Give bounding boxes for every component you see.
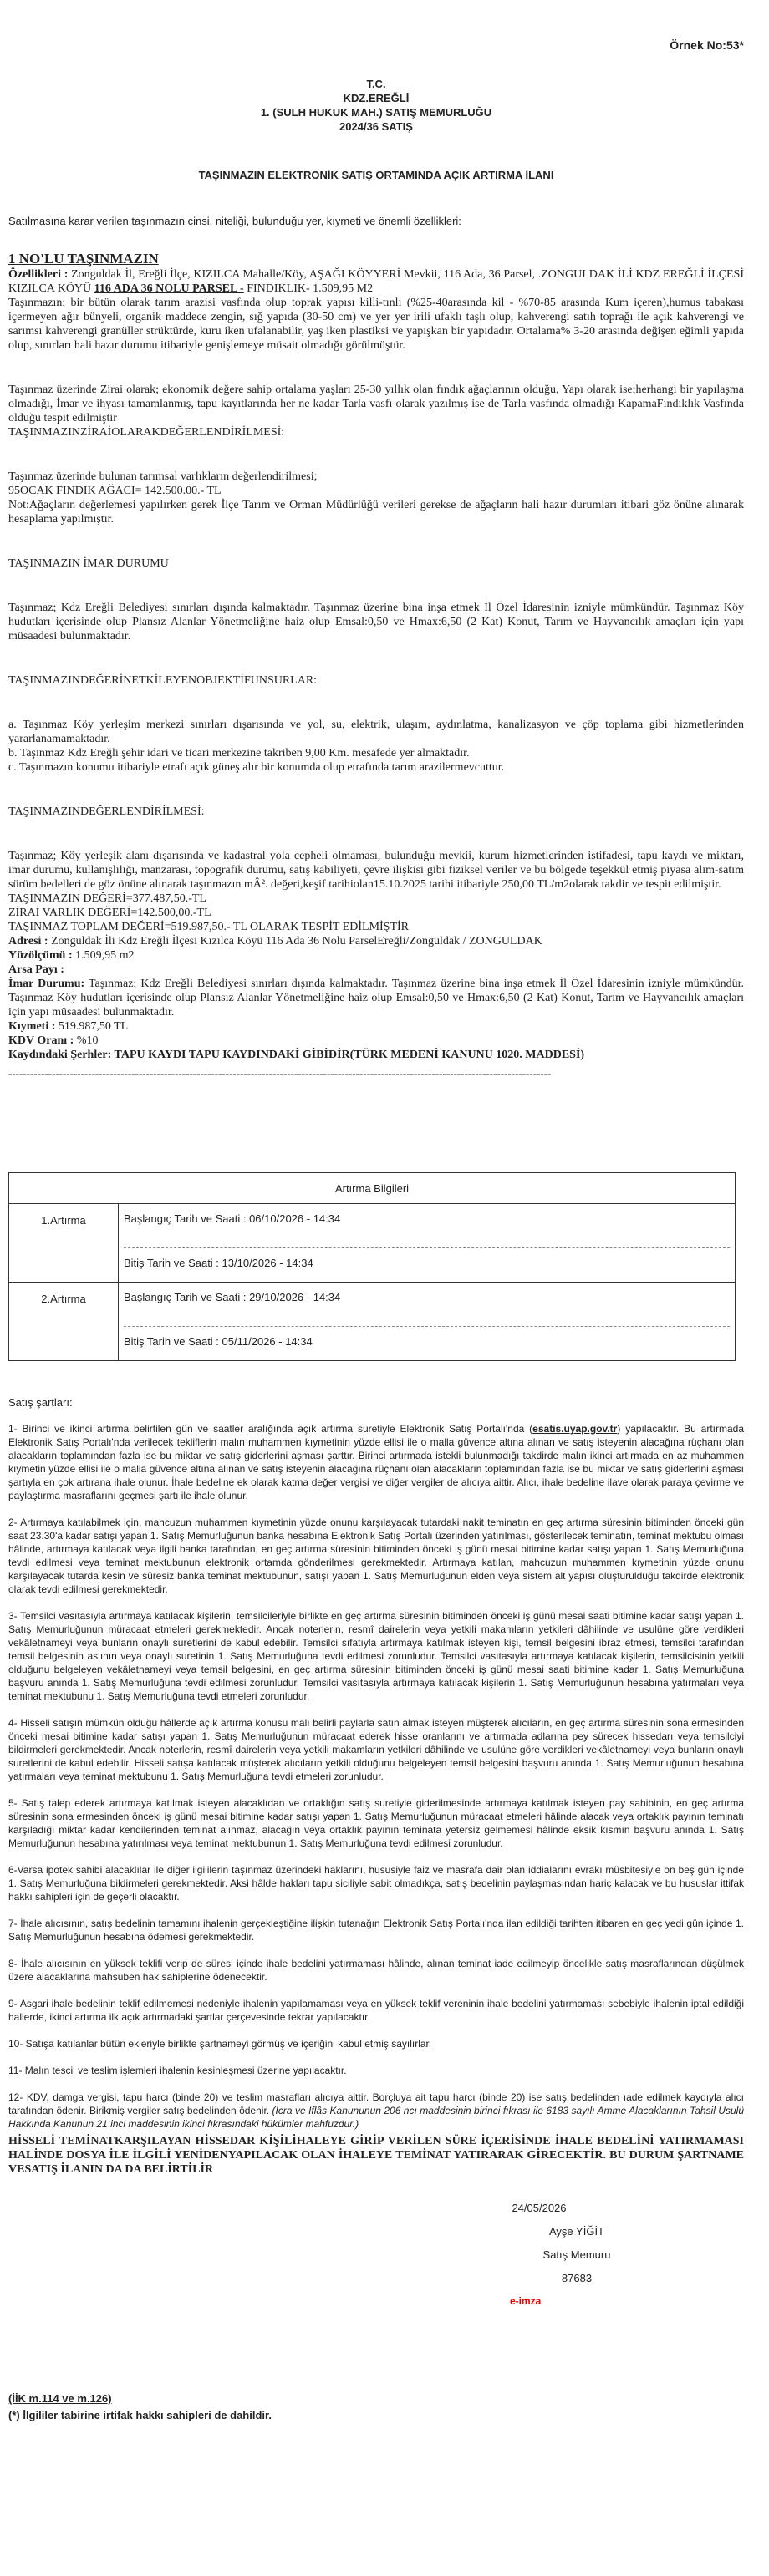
term-1-post: ) yapılacaktır. Bu artırmada Elektronik Satış Portalı'nda verilecek tekliflerin malın muhammen kıymetinin yüzde ellisi ile o malla güvence altına alınan ve satış isteyenin alacağına rüçhanı olan alacakların toplamından fazla ise bu miktar ve satış giderlerini aşması şarttır. Birinci artırmada istekli bulunmadığı takdirde malın ikinci artırmada en az muhammen kıymetin yüzde ellisi ile o malla güvence altına alınan ve satış isteyenin alacağına rüçhanı olan alacakların toplamından fazla ise bu miktar ve satış giderlerini aşması şartıyla en çok artırana ihale olunur. İhale bedeline ek olarak katma değer vergisi ve diğer vergiler de alıcıya aittir. Alıcı, ihale bedeline ilave olarak paraya çevirme ve paylaştırma masraflarını geçmesi şartı ile ihale olunur. — [8, 1423, 745, 1501]
term-12 — [8, 2091, 744, 2131]
header-line-4: 2024/36 SATIŞ — [339, 120, 413, 133]
vat-label: KDV Oranı : — [8, 1034, 74, 1047]
header-line-3: 1. (SULH HUKUK MAH.) SATIŞ MEMURLUĞU — [260, 106, 492, 119]
law-reference: (İİK m.114 ve m.126) — [8, 2392, 112, 2405]
factor-a: a. Taşınmaz Köy yerleşim merkezi sınırları dışarısında ve yol, su, elektrik, ulaşım, aydınlatma, kanalizasyon ve çöp toplama gibi hizmetlerinden yararlanamamaktadır. — [8, 719, 744, 745]
zoning-status-value: Taşınmaz; Kdz Ereğli Belediyesi sınırları dışında kalmaktadır. Taşınmaz üzerine bina inşa etmek İl Özel İdaresinin izniyle mümkündür. Taşınmaz Köy hudutları içerisinde olup Plansız Alanlar Yönetmeliğine haiz olup Emsal:0,50 ve Hmax:6,50 (2 Kat) Konut, Tarım ve Hayvancılık amaçları için yapı müsaadesi bulunmaktadır. — [8, 978, 745, 1019]
zoning-text: Taşınmaz; Kdz Ereğli Belediyesi sınırları dışında kalmaktadır. Taşınmaz üzerine bina inşa etmek İl Özel İdaresinin izniyle mümkündür. Taşınmaz Köy hudutları içerisinde olup Plansız Alanlar Yönetmeliğine haiz olup Emsal:0,50 ve Hmax:6,50 (2 Kat) Konut, Tarım ve Hayvancılık amaçları için yapı müsaadesi bulunmaktadır. — [8, 602, 744, 643]
auction-table — [8, 1172, 736, 1361]
area-row — [8, 948, 744, 963]
term-12-text: 12- KDV, damga vergisi, tapu harcı (binde 20) ve teslim masrafları alıcıya aittir. Borçluya ait tapu harcı (binde 20) ise satış bedelinden ıade edilmek kaydıyla alıcı tarafından ödenir. Birikmiş vergiler satış bedelinden ödenir. — [8, 2091, 744, 2116]
zoning-status-label: İmar Durumu: — [8, 978, 85, 990]
e-signature-label: e-imza — [510, 2295, 542, 2307]
round-label: 2.Artırma — [9, 1283, 119, 1361]
vat-value: %10 — [74, 1034, 99, 1047]
round-start — [124, 1291, 730, 1311]
header-line-1: T.C. — [366, 78, 386, 90]
factor-c: c. Taşınmazın konumu itibariyle etrafı açık güneş alır bir konumda olup etrafında tarım arazilermevcuttur. — [8, 761, 505, 774]
term-12-italic: (İcra ve İflâs Kanununun 206 ncı maddesinin birinci fıkrası ile 6183 sayılı Amme Alacaklarının Tahsil Usulü Hakkında Kanunun 21 inci maddesinin ikinci fıkrasındaki hükümler mahfuzdur.) — [8, 2105, 744, 2130]
term-7: 7- İhale alıcısının, satış bedelinin tamamını ihalenin gerçekleştiğine ilişkin tutanağın Elektronik Satış Portalı'nda ilan edildiği tarihten itibaren en geç yedi gün içinde 1. Satış Memurluğunun hesabına ödemesi gerekmektedir. — [8, 1918, 744, 1943]
value-label: Kıymeti : — [8, 1020, 56, 1033]
value-amount: 519.987,50 TL — [55, 1020, 129, 1033]
esatis-link[interactable]: esatis.uyap.gov.tr — [532, 1423, 618, 1435]
property-features — [8, 267, 744, 296]
signer-id: 87683 — [561, 2272, 593, 2284]
footer-note: (*) İlgililer tabirine irtifak hakkı sahipleri de dahildir. — [8, 2409, 272, 2421]
term-9: 9- Asgari ihale bedelinin teklif edilmemesi nedeniyle ihalenin yapılamaması veya en yüksek teklif vereninin ihale bedelini yatırmaması sebebiyle ihalenin iptal edildiği hallerde, ikinci artırma ilk açık artırmadaki şartlar çerçevesinde tekrar yapılacaktır. — [8, 1998, 744, 2023]
address-value: Zonguldak İli Kdz Ereğli İlçesi Kızılca Köyü 116 Ada 36 Nolu ParselEreğli/Zonguldak / ZONGULDAK — [48, 935, 542, 948]
restrictions-row — [8, 1048, 744, 1062]
term-6: 6-Varsa ipotek sahibi alacaklılar ile diğer ilgililerin taşınmaz üzerindeki haklarını, hususiyle faiz ve masrafa dair olan iddialarını evrakı müsbitesiyle on beş gün içinde 1. Satış Memurluğuna bildirmeleri gerekmektedir. Aksi hâlde hakları tapu siciliyle sabit olmadıkça, satış bedelinin paylaşmasından hariç kalacak ve bu hususlar ittifak hakkı sahipleri için de geçerli olacaktır. — [8, 1864, 744, 1903]
zoning-status-row — [8, 977, 744, 1019]
agri-description: Taşınmaz üzerinde Zirai olarak; ekonomik değere sahip ortalama yaşları 25-30 yıllık olan fındık ağaçlarının olduğu, Yapı olarak ise;herhangi bir yapılaşma olmadığı, İmar ve ihyası tamamlanmış, tapu kayıtlarında her ne kadar Tarla vasfı olarak yazılmış ise de Tarla vasfında olmadığı KapamaFındıklık Vasfında olduğu tespit edilmiştir — [8, 384, 744, 424]
area-value: 1.509,95 m2 — [72, 949, 135, 962]
term-8: 8- İhale alıcısının en yüksek teklifi verip de süresi içinde ihale bedelini yatırmaması hâlinde, alınan teminat iade edilmeyip öncelikle satış masraflarından düşülmek üzere alacaklarına mahsuben hak sahiplerine ödenecektir. — [8, 1958, 744, 1983]
round-label: 1.Artırma — [9, 1204, 119, 1283]
intro-text: Satılmasına karar verilen taşınmazın cinsi, niteliği, bulunduğu yer, kıymeti ve önemli özellikleri: — [8, 215, 461, 227]
signature-date: 24/05/2026 — [512, 2202, 567, 2214]
share-row — [8, 963, 744, 977]
term-3: 3- Temsilci vasıtasıyla artırmaya katılacak kişilerin, temsilcileriyle birlikte en geç artırma süresinin bitiminden önceki iş günü mesai saati bitimine kadar satışı yapan 1. Satış Memurluğunun müracaat etmeleri gerekmektedir. Ancak noterlerin, resmî dairelerin veya yetkili makamların yetkileri dâhilinde ve usulüne göre verdikleri vekâletnameyi veya bunların onaylı suretlerini de kabul edebilir. Temsilci sıfatıyla artırmaya katılmak isteyen kişi, temsil belgesini ibraz etmesi, temsilci tarafından temsil belgesinin aslının veya onaylı suretinin 1. Satış Memurluğuna tevdi edilmesi zorunludur. Temsilci vasıtasıyla artırmaya katılacak kişilerin, temsilcisinin yetkili olduğunu belgeleyen vekâletnameyi veya temsil belgesini, en geç artırma süresinin bitiminden önceki iş günü mesai saati bitimine kadar 1. Satış Memurluğuna başvuru anında 1. Satış Memurluğuna tevdi edilmesi zorunludur. Temsilci vasıtasıyla artırmaya katılacak kişilerin 1. Satış Memurluğunun hesabına yatırmaları veya teminat mektubunu 1. Satış Memurluğuna tevdi etmeleri zorunludur. — [8, 1610, 744, 1702]
address-label: Adresi : — [8, 935, 48, 948]
features-parcel: 116 ADA 36 NOLU PARSEL - — [94, 282, 244, 295]
bold-notice: HİSSELİ TEMİNATKARŞILAYAN HİSSEDAR KİŞİLİHALEYE GİRİP VERİLEN SÜRE İÇERİSİNDE İHALE BEDELİNİ YATIRMAMASI HALİNDE DOSYA İLE İLGİLİ YENİDENYAPILACAK OLAN İHALEYE TEMİNAT YATIRARAK GİRECEKTİR. BU DURUM ŞARTNAME VESATIŞ İLANIN DA DA BELİRTİLİR — [8, 2135, 744, 2176]
agri-eval-title: TAŞINMAZINZİRAİOLARAKDEĞERLENDİRİLMESİ: — [8, 426, 285, 439]
eval-text: Taşınmaz; Köy yerleşik alanı dışarısında ve kadastral yola cepheli olmaması, bulunduğu mevkii, kurum hizmetlerinden istifadesi, tapu kaydı ve miktarı, imar durumu, kullanışlılığı, manzarası, topografik durumu, satış kabiliyeti, çevre ilişkisi gibi fiziksel veriler ve bu bölgede teşekkül etmiş piyasa alım-satım sürüm bedelleri de göz önüne alınarak taşınmazın mÂ². değeri,keşif tarihiolan15.10.2025 tarihi itibariyle 250,00 TL/m2olarak takdir ve tespit edilmiştir. — [8, 850, 744, 891]
vat-row — [8, 1034, 744, 1048]
round-start — [124, 1212, 730, 1232]
round-end-value: 05/11/2026 - 14:34 — [222, 1335, 313, 1348]
round-dates — [119, 1204, 736, 1283]
form-number: Örnek No:53* — [670, 38, 744, 52]
area-label: Yüzölçümü : — [8, 949, 73, 962]
round-end — [124, 1257, 730, 1277]
round-start-value: 06/10/2026 - 14:34 — [249, 1212, 341, 1225]
agri-value: ZİRAİ VARLIK DEĞERİ=142.500,00.-TL — [8, 907, 211, 919]
round-dates — [119, 1283, 736, 1361]
document-header — [8, 77, 744, 134]
auction-round-row — [9, 1283, 736, 1361]
auction-round-row — [9, 1204, 736, 1283]
land-value: TAŞINMAZIN DEĞERİ=377.487,50.-TL — [8, 892, 206, 905]
round-start-value: 29/10/2026 - 14:34 — [249, 1291, 341, 1303]
property-heading: 1 NO'LU TAŞINMAZIN — [8, 251, 159, 267]
features-post: FINDIKLIK- 1.509,95 M2 — [243, 282, 374, 295]
features-label: Özellikleri : — [8, 268, 69, 281]
eval-title: TAŞINMAZINDEĞERLENDİRİLMESİ: — [8, 805, 205, 818]
round-start-label: Başlangıç Tarih ve Saati : — [124, 1212, 250, 1225]
zoning-title: TAŞINMAZIN İMAR DURUMU — [8, 557, 169, 570]
header-line-2: KDZ.EREĞLİ — [343, 92, 410, 104]
total-value: TAŞINMAZ TOPLAM DEĞERİ=519.987,50.- TL OLARAK TESPİT EDİLMİŞTİR — [8, 921, 410, 933]
share-label: Arsa Payı : — [8, 963, 64, 976]
term-10: 10- Satışa katılanlar bütün ekleriyle birlikte şartnameyi görmüş ve içeriğini kabul etmiş sayılırlar. — [8, 2038, 432, 2050]
signer-name: Ayşe YİĞİT — [549, 2225, 604, 2238]
footer — [8, 2391, 744, 2424]
restrictions-label: Kaydındaki Şerhler: — [8, 1049, 112, 1061]
round-start-label: Başlangıç Tarih ve Saati : — [124, 1291, 250, 1303]
address-row — [8, 934, 744, 948]
auction-table-title: Artırma Bilgileri — [9, 1173, 736, 1204]
agri-assets: Taşınmaz üzerinde bulunan tarımsal varlıkların değerlendirilmesi; — [8, 470, 318, 483]
round-end-value: 13/10/2026 - 14:34 — [222, 1257, 313, 1269]
value-row — [8, 1019, 744, 1034]
terms-title: Satış şartları: — [8, 1396, 73, 1409]
soil-description: Taşınmazın; bir bütün olarak tarım arazisi vasfında olup toprak yapısı killi-tınlı (%25-40arasında kil - %70-85 arasında Kum içeren),humus tabakası içermeyen ağır bünyeli, organik maddece zengin, sığ yapıda (30-50 cm) ve yer yer irili ufaklı taşlı olup, kahverengi satıh toprağı ile açık kahverengi ve sarımsı kahverengi granüller strüktürde, kuru iken ufalanabilir, yaş iken plastiksi ve yapışkan bir yapıdadır. Ortalama% 3-20 arasında değişen eğimli yapıda olup, sınırları hali hazır durumu itibariyle genişlemeye müsait olmadığı görülmüştür. — [8, 297, 744, 352]
restrictions-value: TAPU KAYDI TAPU KAYDINDAKİ GİBİDİR(TÜRK MEDENİ KANUNU 1020. MADDESİ) — [111, 1049, 585, 1061]
term-11: 11- Malın tescil ve teslim işlemleri ihalenin kesinleşmesi üzerine yapılacaktır. — [8, 2065, 347, 2076]
term-1-pre: 1- Birinci ve ikinci artırma belirtilen gün ve saatler aralığında açık artırma suretiyle Elektronik Satış Portalı'nda ( — [8, 1423, 533, 1435]
term-5: 5- Satış talep ederek artırmaya katılmak isteyen alacaklıdan ve ortaklığın satış suretiyle giderilmesinde artırmaya katılmak isteyen pay sahibinin, en geç artırma süresinin sona ermesinden önceki iş günü mesai bitimine kadar satışı yapan 1. Satış Memurluğunun müracaat etmeleri hâlinde alacak veya ortaklık payının teminatı karşıladığı miktar kadar kendilerinden teminat alınmaz, alacağın veya ortaklık payının teminata yetersiz gelmemesi hâlinde eksik kısmın başvuru anında 1. Satış Memurluğunun hesabına yatırılması veya teminat mektubunun 1. Satış Memurluğuna tevdi edilmesi zorunludur. — [8, 1797, 744, 1849]
features-text: Zonguldak İl, Ereğli İlçe, KIZILCA Mahalle/Köy, AŞAĞI KÖYYERİ Mevkii, 116 Ada, 36 Parsel, .ZONGULDAK İLİ KDZ EREĞLİ İLÇESİ KIZILCA KÖYÜ — [8, 268, 744, 295]
factor-b: b. Taşınmaz Kdz Ereğli şehir idari ve ticari merkezine takriben 9,00 Km. mesafede yer almaktadır. — [8, 747, 470, 760]
separator-line: ------------------------------------------------------------------------------------------------------------------------------------------------------ — [8, 1067, 552, 1080]
document-title: TAŞINMAZIN ELEKTRONİK SATIŞ ORTAMINDA AÇIK ARTIRMA İLANI — [198, 169, 554, 181]
signature-block — [493, 2197, 660, 2290]
signer-role: Satış Memuru — [542, 2248, 611, 2261]
round-end-label: Bitiş Tarih ve Saati : — [124, 1257, 222, 1269]
term-1 — [8, 1422, 744, 1502]
term-2: 2- Artırmaya katılabilmek için, mahcuzun muhammen kıymetinin yüzde onunu karşılayacak tutardaki nakit teminatın en geç artırma süresinin bitiminden önceki gün saat 23.30'a kadar satışı yapan 1. Satış Memurluğunun banka hesabına Elektronik Satış Portalı üzerinden yatırılması, gösterilecek teminatın, teminat mektubu olması hâlinde, artırmaya katılacak veya ilgili banka tarafından, en geç artırma süresinin bitiminden önceki iş günü mesai bitimine kadar satışı yapan 1. Satış Memurluğuna tevdi edilmesi veya teminat mektubunun elektronik ortamda gönderilmesi gerekmektedir. Artırmaya katılan, mahcuzun muhammen kıymetinin yüzde onunu karşılayacak tutarda kesin ve süresiz banka teminat mektubunun, satışı yapan 1. Satış Memurluğunun elden veya sistem alt yapısı oluşturulduğu takdirde elektronik olarak tevdi edilmesi gerekmektedir. — [8, 1517, 744, 1595]
round-end-label: Bitiş Tarih ve Saati : — [124, 1335, 222, 1348]
valuation-note: Not:Ağaçların değerlemesi yapılırken gerek İlçe Tarım ve Orman Müdürlüğü verileri gerekse de ağaçların hali hazır durumları itibari göz önüne alınarak hesaplama yapılmıştır. — [8, 499, 744, 526]
round-end — [124, 1335, 730, 1355]
factors-title: TAŞINMAZINDEĞERİNETKİLEYENOBJEKTİFUNSURLAR: — [8, 674, 318, 687]
hazelnut-value: 95OCAK FINDIK AĞACI= 142.500.00.- TL — [8, 485, 222, 497]
term-4: 4- Hisseli satışın mümkün olduğu hâllerde açık artırma konusu malı belirli paylarla satın almak isteyen müşterek alıcıların, en geç artırma süresinin sona ermesinden önceki mesai bitimine kadar satışı yapan 1. Satış Memurluğunun müracaat ederek hisse oranlarını ve artırmada adlarına pey sürecek hissedarı veya temsilciyi bildirmeleri gerekmektedir. Ancak noterlerin, resmî dairelerin veya yetkili makamların yetkileri dâhilinde ve usulüne göre verdikleri vekâletnameyi veya bunların onaylı suretlerini de kabul edebilir. Hisseli satışa katılacak müşterek alıcıların yetkili olduğunu belgeleyen temsil belgesini başvuru anında 1. Satış Memurluğunun hesabına yatırmaları veya teminat mektubunu 1. Satış Memurluğuna tevdi etmeleri zorunludur. — [8, 1717, 744, 1782]
